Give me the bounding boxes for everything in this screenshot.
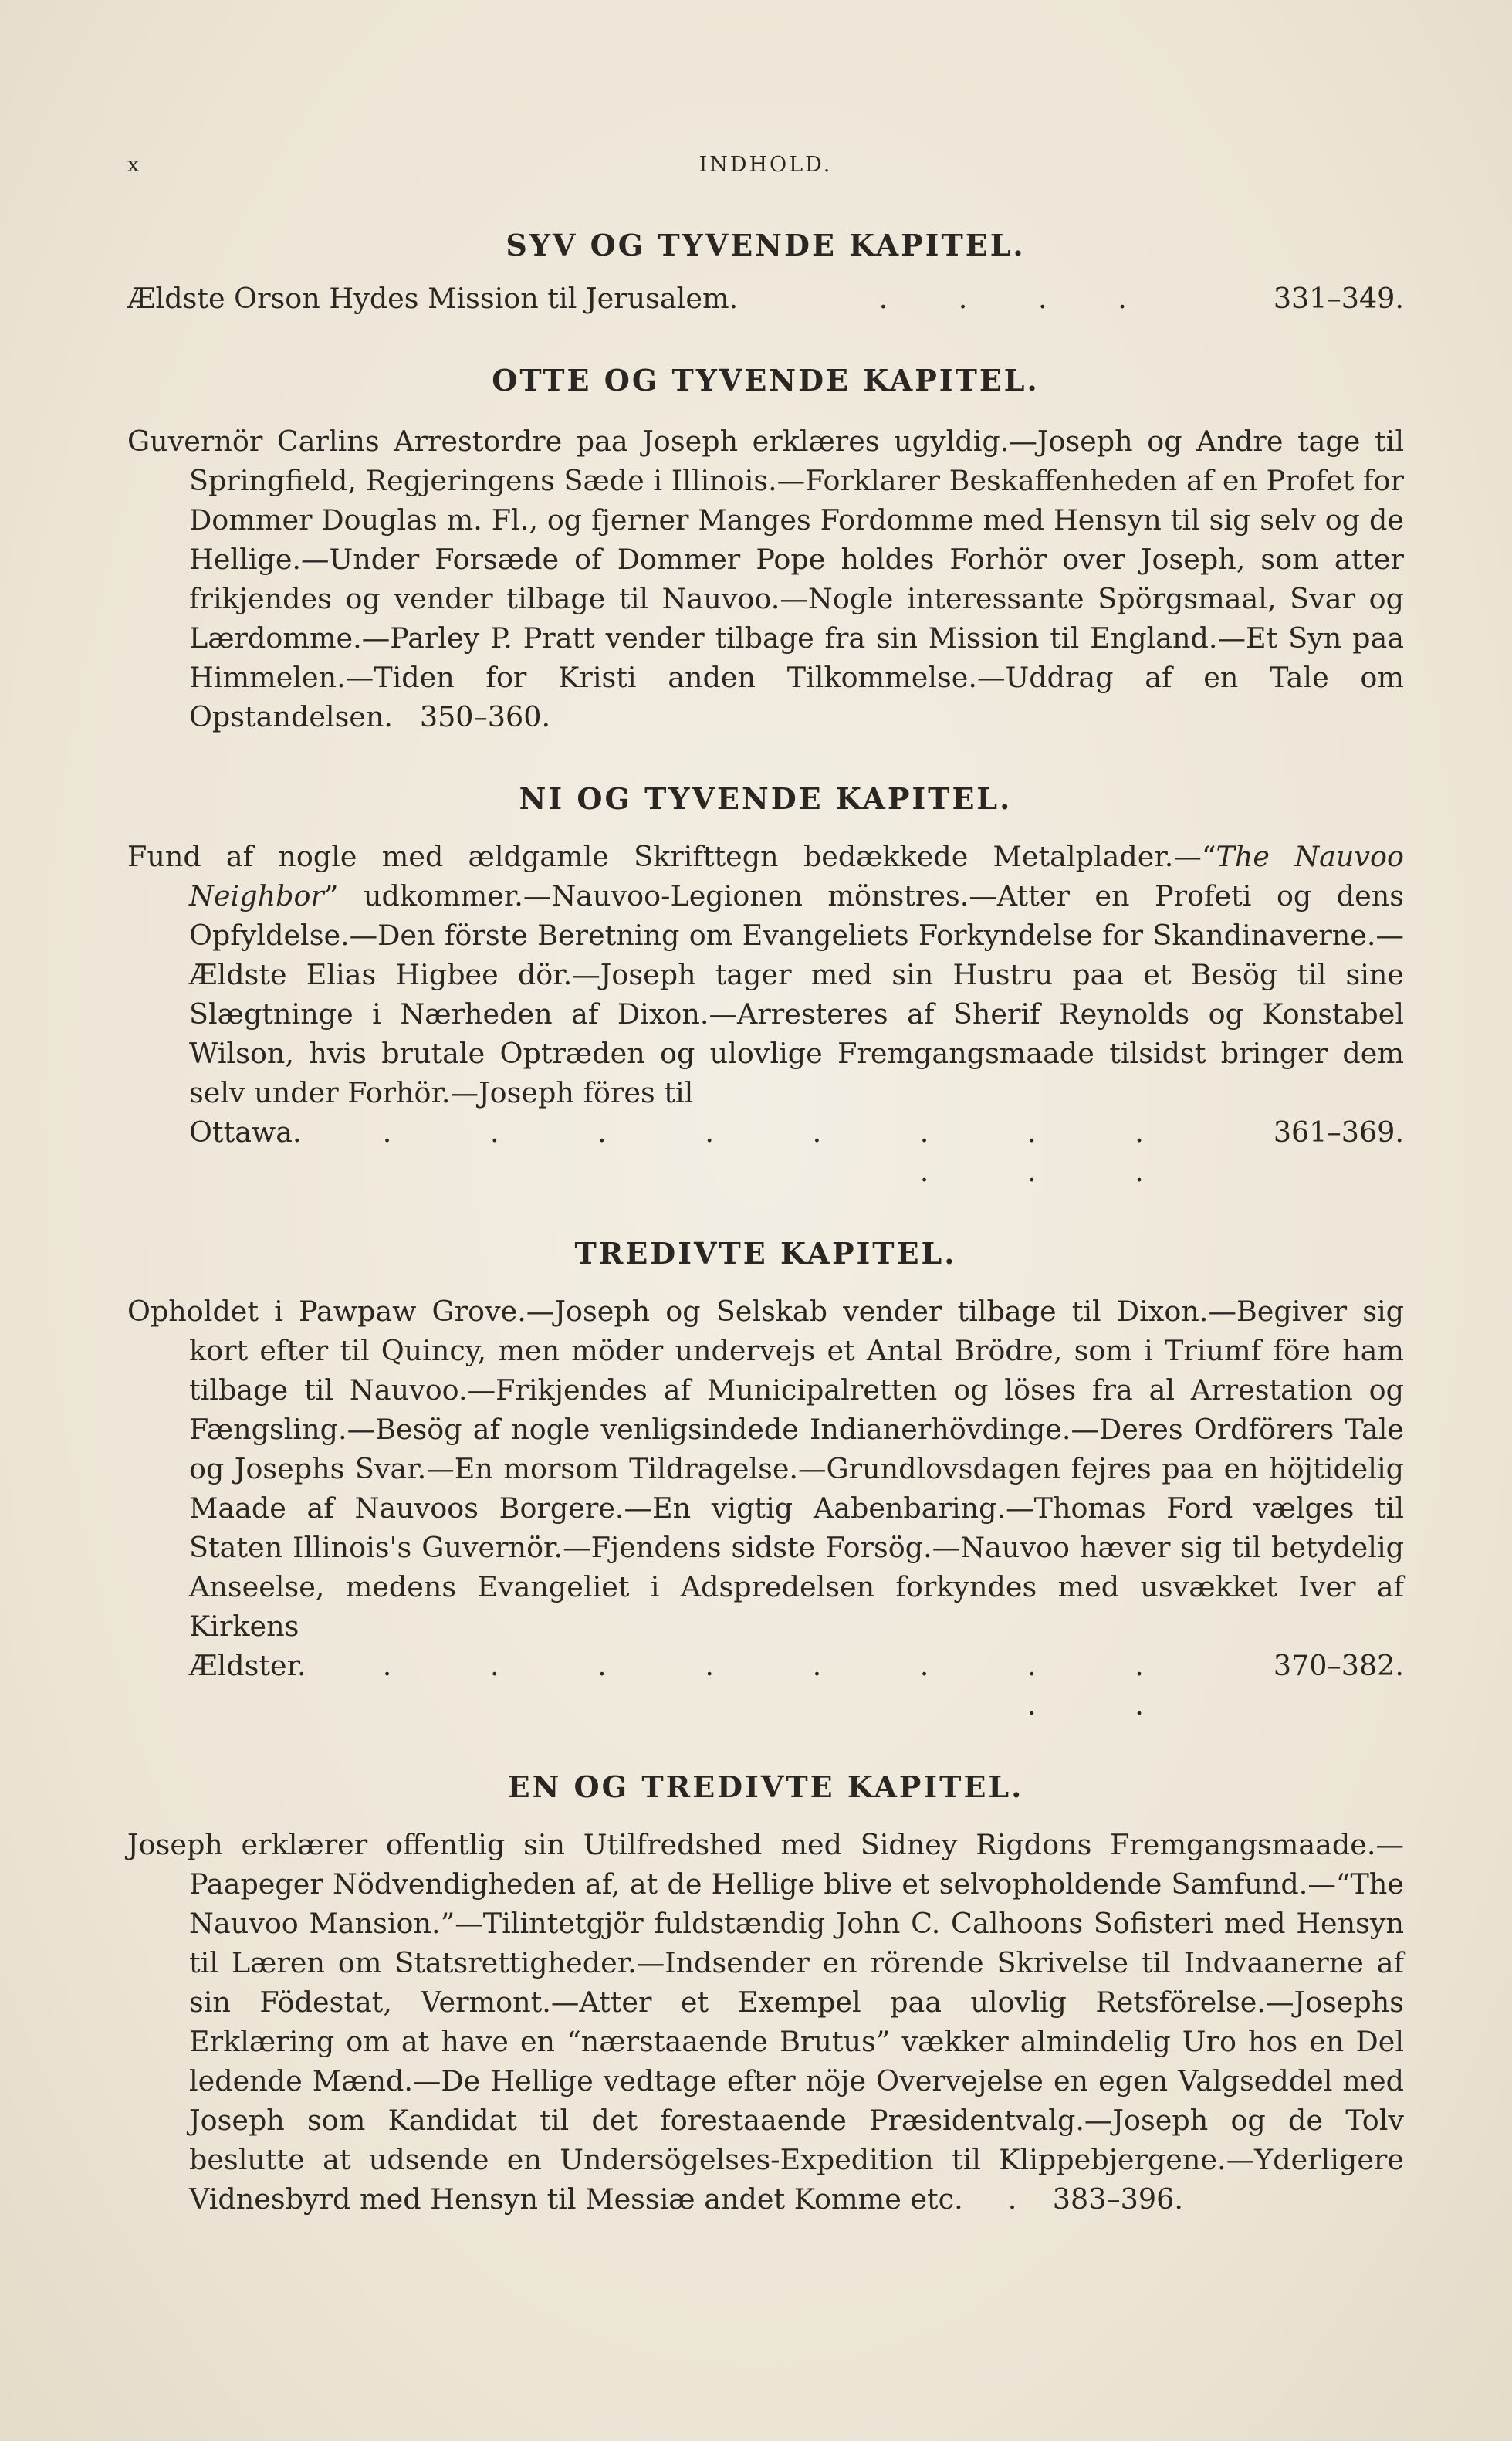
- entry-last-word: Ottawa.: [189, 1116, 302, 1149]
- table-of-contents: [127, 228, 1404, 2219]
- dot-leaders: . . . .: [878, 282, 1158, 315]
- entry-text: Ældste Orson Hydes Mission til Jerusalem.: [127, 282, 739, 315]
- page-range: 383–396.: [1052, 2182, 1183, 2216]
- running-title: INDHOLD.: [698, 153, 833, 177]
- page-range: 331–349.: [1273, 282, 1404, 315]
- toc-entry: [127, 1292, 1404, 1646]
- toc-entry-last-line: [127, 1646, 1404, 1725]
- chapter-heading: OTTE OG TYVENDE KAPITEL.: [492, 363, 1040, 398]
- newspaper-title: The Nauvoo Neighbor: [189, 840, 1404, 912]
- toc-entry: [127, 422, 1404, 736]
- page-range: 370–382.: [1273, 1649, 1404, 1682]
- toc-entry-last-line: [127, 1112, 1404, 1191]
- page-range: 361–369.: [1273, 1116, 1404, 1149]
- running-head: [127, 153, 1404, 184]
- chapter-section: [127, 781, 1404, 1191]
- page-range: 350–360.: [419, 700, 551, 733]
- chapter-section: [127, 1769, 1404, 2219]
- chapter-heading: NI OG TYVENDE KAPITEL.: [519, 781, 1013, 816]
- chapter-section: [127, 363, 1404, 736]
- entry-text: Fund af nogle med ældgamle Skrifttegn bedækkede Metalplader.—“: [127, 840, 1216, 873]
- toc-entry: [127, 837, 1404, 1112]
- entry-text: ” udkommer.—Nauvoo-Legionen mönstres.—Atter en Profeti og dens Opfyldelse.—Den förste Beretning om Evangeliets Forkyndelse for Skandinaverne.—Ældste Elias Higbee dör.—Joseph tager med sin Hustru paa et Besög til sine Slægtninge i Nærheden af Dixon.—Arresteres af Sherif Reynolds og Konstabel Wilson, hvis brutale Optræden og ulovlige Fremgangsmaade tilsidst bringer dem selv under Forhör.—Joseph föres til: [189, 879, 1404, 1109]
- entry-last-word: Ældster.: [189, 1649, 306, 1682]
- entry-text: Opholdet i Pawpaw Grove.—Joseph og Selskab vender tilbage til Dixon.—Begiver sig kort efter til Quincy, men möder undervejs et Antal Brödre, som i Triumf före ham tilbage til Nauvoo.—Frikjendes af Municipalretten og löses fra al Arrestation og Fængsling.—Besög af nogle venligsindede Indianerhövdinge.—Deres Ordförers Tale og Josephs Svar.—En morsom Tildragelse.—Grundlovsdagen fejres paa en höjtidelig Maade af Nauvoos Borgere.—En vigtig Aabenbaring.—Thomas Ford vælges til Staten Illinois's Guvernör.—Fjendens sidste Forsög.—Nauvoo hæver sig til betydelig Anseelse, medens Evangeliet i Adspredelsen forkyndes med usvækket Iver af Kirkens: [127, 1295, 1404, 1643]
- chapter-section: [127, 1236, 1404, 1725]
- dot-leaders: . . . . . . . . . .: [382, 1649, 1189, 1722]
- dot-leaders: . . . . . . . . . . .: [382, 1116, 1189, 1188]
- entry-text: Guvernör Carlins Arrestordre paa Joseph erklæres ugyldig.—Joseph og Andre tage til Springfield, Regjeringens Sæde i Illinois.—Forklarer Beskaffenheden af en Profet for Dommer Douglas m. Fl., og fjerner Manges Fordomme med Hensyn til sig selv og de Hellige.—Under Forsæde of Dommer Pope holdes Forhör over Joseph, som atter frikjendes og vender tilbage til Nauvoo.—Nogle interessante Spörgsmaal, Svar og Lærdomme.—Parley P. Pratt vender tilbage fra sin Mission til England.—Et Syn paa Himmelen.—Tiden for Kristi anden Tilkommelse.—Uddrag af en Tale om Opstandelsen.: [127, 425, 1404, 733]
- dot-leaders: .: [1007, 2182, 1017, 2216]
- page-numeral: x: [127, 153, 142, 177]
- toc-entry: [127, 1825, 1404, 2219]
- toc-entry: [127, 279, 1404, 318]
- chapter-section: [127, 228, 1404, 318]
- chapter-heading: EN OG TREDIVTE KAPITEL.: [507, 1769, 1024, 1804]
- chapter-heading: TREDIVTE KAPITEL.: [574, 1236, 957, 1271]
- chapter-heading: SYV OG TYVENDE KAPITEL.: [506, 228, 1026, 262]
- entry-text: Joseph erklærer offentlig sin Utilfredshed med Sidney Rigdons Fremgangsmaade.—Paapeger Nödvendigheden af, at de Hellige blive et selvopholdende Samfund.—“The Nauvoo Mansion.”—Tilintetgjör fuldstændig John C. Calhoons Sofisteri med Hensyn til Læren om Statsrettigheder.—Indsender en rörende Skrivelse til Indvaanerne af sin Födestat, Vermont.—Atter et Exempel paa ulovlig Retsförelse.—Josephs Erklæring om at have en “nærstaaende Brutus” vækker almindelig Uro hos en Del ledende Mænd.—De Hellige vedtage efter nöje Overvejelse en egen Valgseddel med Joseph som Kandidat til det forestaaende Præsidentvalg.—Joseph og de Tolv beslutte at udsende en Undersögelses-Expedition til Klippebjergene.—Yderligere Vidnesbyrd med Hensyn til Messiæ andet Komme etc.: [127, 1828, 1404, 2216]
